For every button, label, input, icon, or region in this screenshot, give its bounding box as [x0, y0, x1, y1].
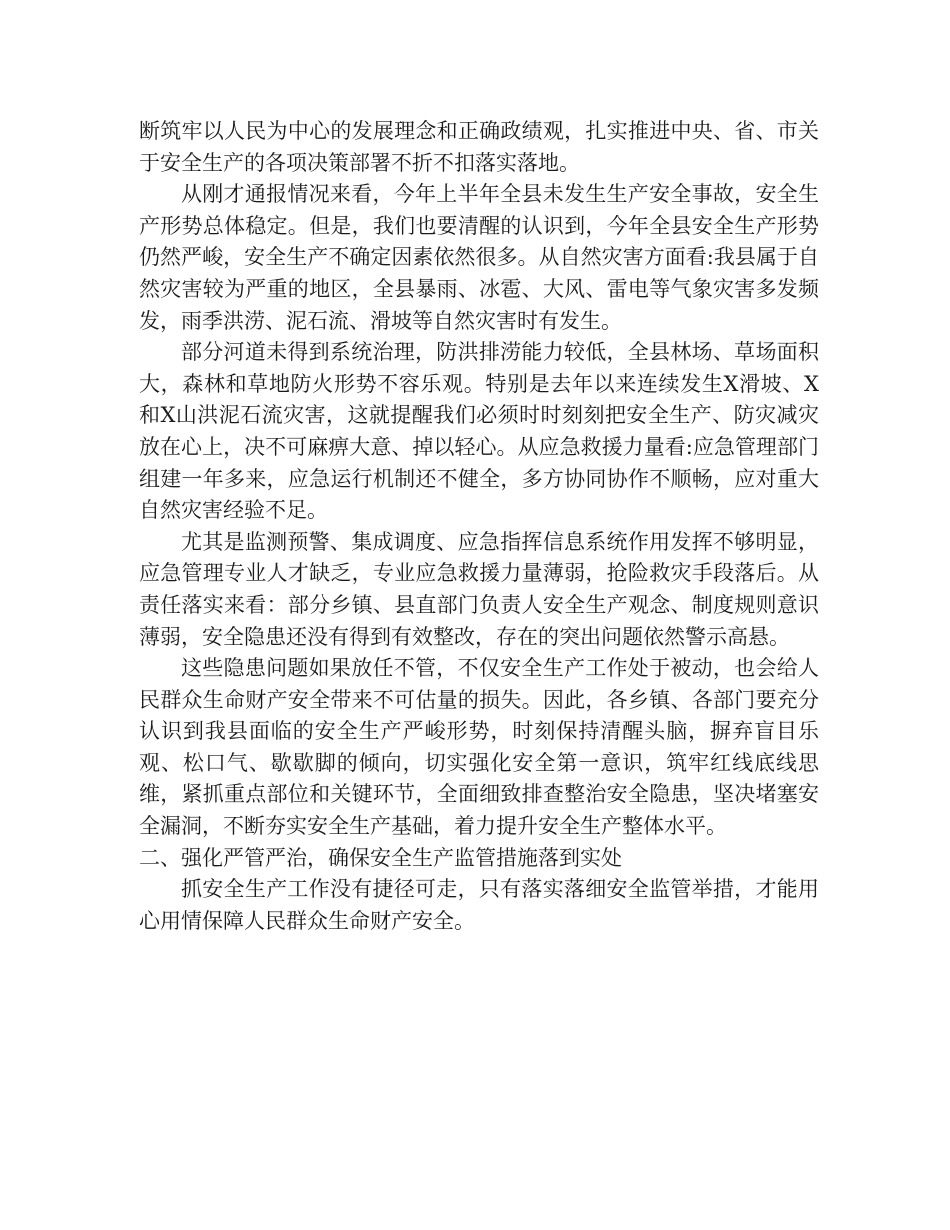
paragraph-monitoring: 尤其是监测预警、集成调度、应急指挥信息系统作用发挥不够明显，应急管理专业人才缺乏，专业应急救援力量薄弱，抢险救灾手段落后。从责任落实来看：部分乡镇、县直部门负责人安全生产观念、制度规则意识薄弱，安全隐患还没有得到有效整改，存在的突出问题依然警示高悬。 [139, 529, 819, 649]
paragraph-supervision: 抓安全生产工作没有捷径可走，只有落实落细安全监管举措，才能用心用情保障人民群众生命财产安全。 [139, 877, 819, 933]
paragraph-river-disaster: 部分河道未得到系统治理，防洪排涝能力较低，全县林场、草场面积大，森林和草地防火形势不容乐观。特别是去年以来连续发生X滑坡、X和X山洪泥石流灾害，这就提醒我们必须时时刻刻把安全生产、防灾减灾放在心上，决不可麻痹大意、掉以轻心。从应急救援力量看:应急管理部门组建一年多来，应急运行机制还不健全，多方协同协作不顺畅，应对重大自然灾害经验不足。 [139, 340, 819, 523]
section-heading: 二、强化严管严治，确保安全生产监管措施落到实处 [139, 845, 622, 870]
paragraph-situation: 从刚才通报情况来看，今年上半年全县未发生生产安全事故，安全生产形势总体稳定。但是，我们也要清醒的认识到，今年全县安全生产形势仍然严峻，安全生产不确定因素依然很多。从自然灾害方面看:我县属于自然灾害较为严重的地区，全县暴雨、冰雹、大风、雷电等气象灾害多发频发，雨季洪涝、泥石流、滑坡等自然灾害时有发生。 [139, 182, 819, 333]
paragraph-hazards: 这些隐患问题如果放任不管，不仅安全生产工作处于被动，也会给人民群众生命财产安全带来不可估量的损失。因此，各乡镇、各部门要充分认识到我县面临的安全生产严峻形势，时刻保持清醒头脑，摒弃盲目乐观、松口气、歇歇脚的倾向，切实强化安全第一意识，筑牢红线底线思维，紧抓重点部位和关键环节，全面细致排查整治安全隐患，坚决堵塞安全漏洞，不断夯实安全生产基础，着力提升安全生产整体水平。 [139, 656, 819, 839]
document-body [139, 116, 819, 937]
paragraph-continuation: 断筑牢以人民为中心的发展理念和正确政绩观，扎实推进中央、省、市关于安全生产的各项决策部署不折不扣落实落地。 [139, 119, 819, 175]
